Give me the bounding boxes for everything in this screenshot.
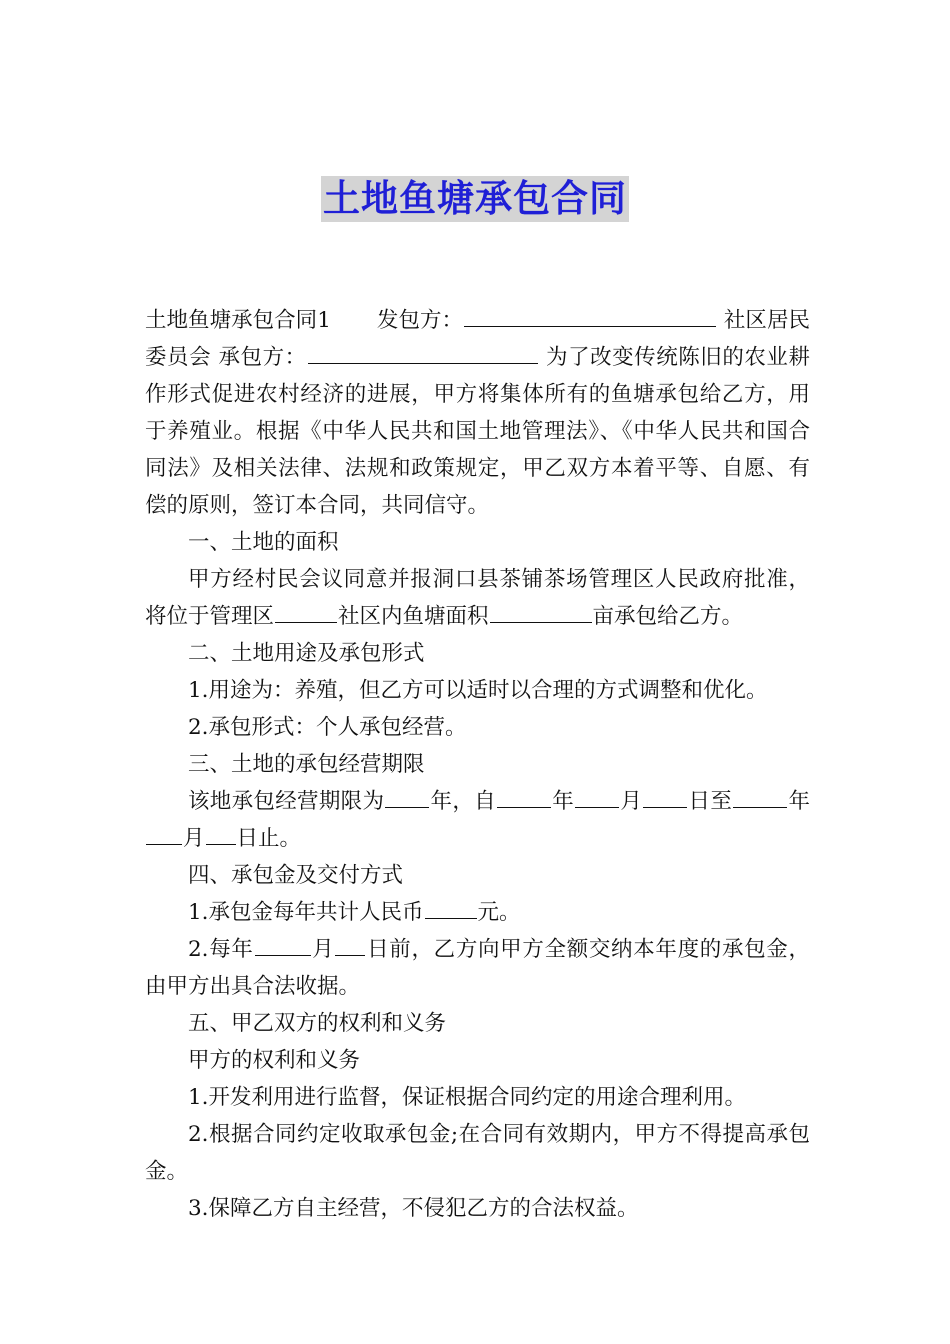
intro-heading: 土地鱼塘承包合同1 xyxy=(145,308,331,333)
section-4-heading: 四、承包金及交付方式 xyxy=(188,863,404,888)
intro-paragraph xyxy=(145,302,810,524)
term-text-e: 日至 xyxy=(688,789,733,814)
term-text-f: 年 xyxy=(788,789,810,814)
section-3-heading: 三、土地的承包经营期限 xyxy=(188,752,425,777)
term-text-d: 月 xyxy=(620,789,643,814)
area-blank xyxy=(490,601,592,623)
end-year-blank xyxy=(733,786,787,808)
term-text-c: 年 xyxy=(551,789,575,814)
section-2-item-1: 1.用途为：养殖，但乙方可以适时以合理的方式调整和优化。 xyxy=(188,678,768,703)
section-5-item-3: 3.保障乙方自主经营，不侵犯乙方的合法权益。 xyxy=(188,1196,639,1221)
fee-text-a: 1.承包金每年共计人民币 xyxy=(188,900,424,925)
contractee-label: 承包方： xyxy=(218,345,307,370)
term-years-blank xyxy=(385,786,429,808)
payment-text-a: 2.每年 xyxy=(188,937,254,962)
section-4-item-1 xyxy=(145,894,810,931)
end-day-blank xyxy=(206,823,236,845)
section-1-text-b: 社区内鱼塘面积 xyxy=(338,604,489,629)
end-month-blank xyxy=(146,823,182,845)
section-4-item-2 xyxy=(145,931,810,1005)
term-text-b: 年，自 xyxy=(430,789,496,814)
section-1-heading: 一、土地的面积 xyxy=(188,530,339,555)
section-1-paragraph xyxy=(145,561,810,635)
payment-month-blank xyxy=(255,934,311,956)
title-container xyxy=(0,176,950,222)
start-month-blank xyxy=(575,786,619,808)
section-1-text-a: 甲方经村民会议同意并报洞口县茶铺茶场管理区人民政府批准，将位于管理区 xyxy=(145,567,810,629)
section-5-item-1: 1.开发利用进行监督，保证根据合同约定的用途合理利用。 xyxy=(188,1085,747,1110)
term-text-g: 月 xyxy=(183,826,205,851)
section-5-heading: 五、甲乙双方的权利和义务 xyxy=(188,1011,447,1036)
contractor-suffix: 社区居民委员会 xyxy=(145,308,810,370)
start-year-blank xyxy=(497,786,551,808)
section-2-item-2: 2.承包形式：个人承包经营。 xyxy=(188,715,467,740)
document-body xyxy=(145,302,810,1227)
section-5-item-2: 2.根据合同约定收取承包金;在合同有效期内，甲方不得提高承包金。 xyxy=(145,1122,810,1184)
district-blank xyxy=(275,601,337,623)
contractor-label: 发包方： xyxy=(376,308,464,333)
fee-text-b: 元。 xyxy=(477,900,521,925)
intro-body: 为了改变传统陈旧的农业耕作形式促进农村经济的进展，甲方将集体所有的鱼塘承包给乙方，用于养殖业。根据《中华人民共和国土地管理法》、《中华人民共和国合同法》及相关法律、法规和政策规定，甲乙双方本着平等、自愿、有偿的原则，签订本合同，共同信守。 xyxy=(145,345,810,518)
term-text-a: 该地承包经营期限为 xyxy=(188,789,385,814)
payment-day-blank xyxy=(335,934,365,956)
section-3-paragraph xyxy=(145,783,810,857)
section-1-text-c: 亩承包给乙方。 xyxy=(592,604,744,629)
start-day-blank xyxy=(643,786,687,808)
section-5-subheading: 甲方的权利和义务 xyxy=(188,1048,361,1073)
payment-text-c: 日前，乙方向甲方全额交纳本年度的承包金，由甲方出具合法收据。 xyxy=(145,937,810,999)
term-text-h: 日止。 xyxy=(236,826,302,851)
document-title: 土地鱼塘承包合同 xyxy=(323,177,627,220)
payment-text-b: 月 xyxy=(311,937,335,962)
section-2-heading: 二、土地用途及承包形式 xyxy=(188,641,425,666)
contractee-blank xyxy=(308,342,538,364)
contractor-blank xyxy=(464,305,716,327)
fee-amount-blank xyxy=(425,897,477,919)
